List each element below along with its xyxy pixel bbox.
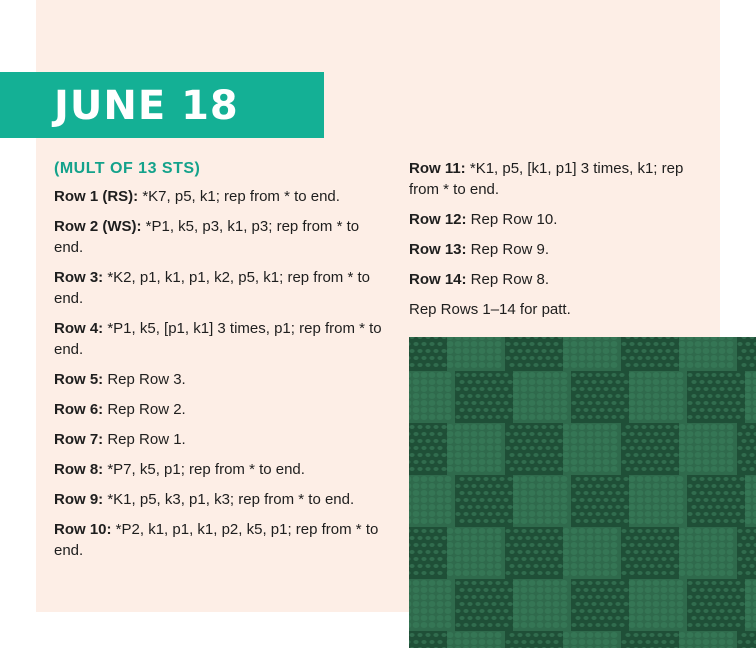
knit-swatch-photo [409, 337, 756, 648]
row-text: *P1, k5, p3, k1, p3; rep from * to end. [54, 218, 360, 256]
row-label: Row 1 (RS): [54, 188, 139, 205]
row-instruction [54, 267, 384, 309]
row-label: Row 13: [409, 241, 467, 258]
row-text: *K1, p5, k3, p1, k3; rep from * to end. [103, 491, 355, 508]
row-text: Rep Row 9. [466, 241, 550, 258]
row-instruction [54, 186, 384, 207]
row-label: Row 12: [409, 211, 467, 228]
row-text: *P7, k5, p1; rep from * to end. [103, 461, 305, 478]
row-instruction [54, 216, 384, 258]
row-label: Row 11: [409, 160, 466, 177]
row-label: Row 14: [409, 271, 467, 288]
row-instruction [54, 459, 384, 480]
row-instruction [54, 429, 384, 450]
row-instruction [409, 269, 709, 290]
row-text: Rep Row 8. [466, 271, 550, 288]
row-label: Row 4: [54, 320, 104, 337]
row-text: *K2, p1, k1, p1, k2, p5, k1; rep from * to end. [54, 269, 370, 307]
row-label: Row 10: [54, 521, 112, 538]
row-text: *K7, p5, k1; rep from * to end. [138, 188, 340, 205]
row-instruction [54, 399, 384, 420]
row-instruction [54, 369, 384, 390]
instructions-right-column [409, 158, 709, 329]
row-label: Row 2 (WS): [54, 218, 142, 235]
row-text: Rep Row 1. [103, 431, 186, 448]
row-label: Row 8: [54, 461, 104, 478]
row-label: Row 6: [54, 401, 104, 418]
row-instruction [54, 519, 384, 561]
row-text: Rep Row 2. [103, 401, 186, 418]
multiple-subhead: (MULT OF 13 STS) [54, 160, 201, 177]
row-label: Row 7: [54, 431, 104, 448]
row-instruction [409, 158, 709, 200]
row-label: Row 5: [54, 371, 104, 388]
row-text: *K1, p5, [k1, p1] 3 times, k1; rep from * to end. [409, 160, 684, 198]
row-text: Rep Row 10. [466, 211, 558, 228]
row-label: Row 9: [54, 491, 104, 508]
row-instruction [409, 239, 709, 260]
repeat-note: Rep Rows 1–14 for patt. [409, 301, 571, 318]
row-text: *P2, k1, p1, k1, p2, k5, p1; rep from * to end. [54, 521, 379, 559]
row-instruction [409, 209, 709, 230]
instructions-left-column [54, 158, 384, 570]
row-instruction [54, 318, 384, 360]
row-text: *P1, k5, [p1, k1] 3 times, p1; rep from * to end. [54, 320, 382, 358]
date-title: JUNE 18 [54, 83, 239, 129]
row-label: Row 3: [54, 269, 104, 286]
row-text: Rep Row 3. [103, 371, 186, 388]
row-instruction [54, 489, 384, 510]
